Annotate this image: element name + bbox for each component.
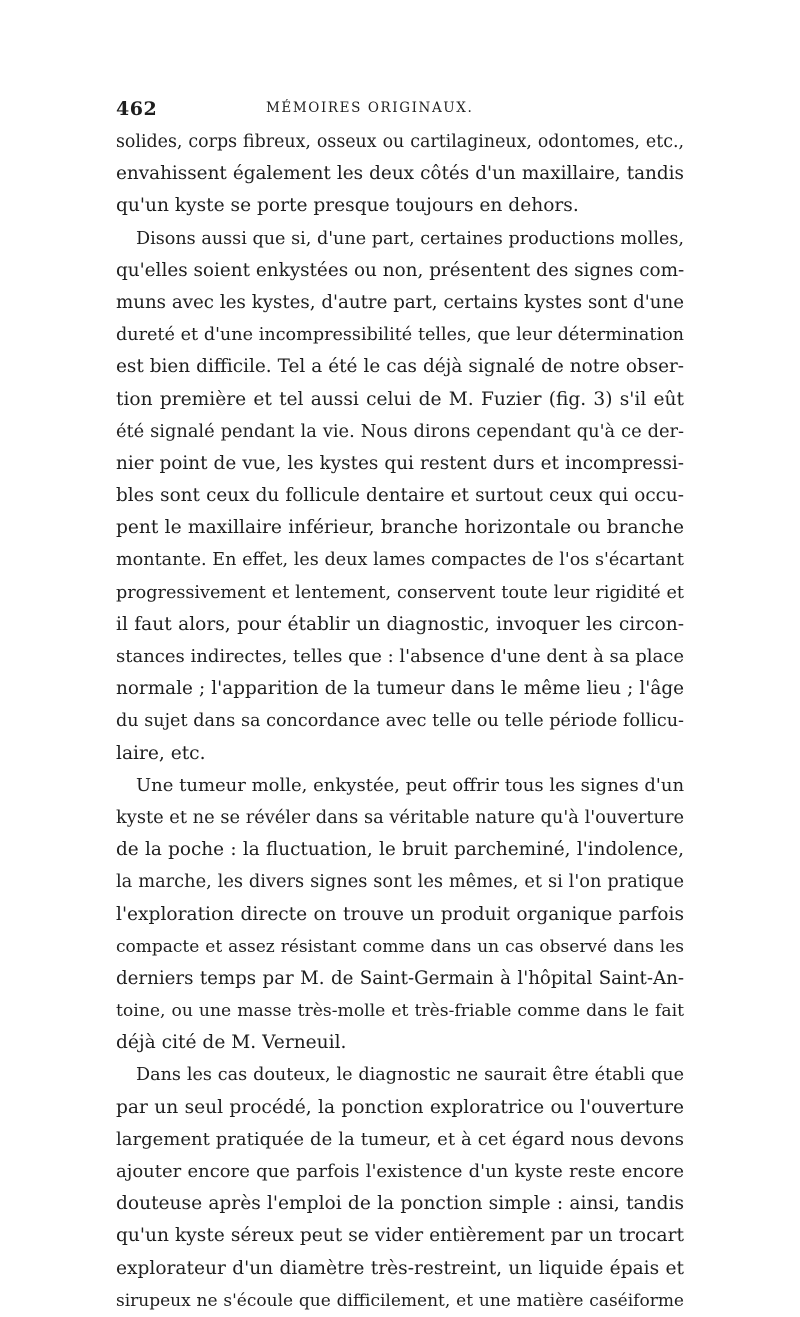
text-line: il faut alors, pour établir un diagnostic, invoquer les circon- (116, 613, 684, 635)
text-line: envahissent également les deux côtés d'un maxillaire, tandis (116, 163, 684, 185)
text-line: compacte et assez résistant comme dans un cas observé dans les (116, 936, 684, 957)
text-line: bles sont ceux du follicule dentaire et surtout ceux qui occu- (116, 485, 684, 507)
text-line: ajouter encore que parfois l'existence d'un kyste reste encore (116, 1161, 684, 1182)
text-line: du sujet dans sa concordance avec telle ou telle période follicu- (116, 711, 684, 732)
running-head-title: MÉMOIRES ORIGINAUX. (266, 100, 474, 116)
paragraph-first-line: Dans les cas douteux, le diagnostic ne saurait être établi que (136, 1065, 684, 1086)
text-line: largement pratiquée de la tumeur, et à cet égard nous devons (116, 1128, 684, 1150)
text-line: explorateur d'un diamètre très-restreint, un liquide épais et (116, 1257, 684, 1279)
running-head (116, 98, 684, 122)
text-line: sirupeux ne s'écoule que difficilement, et une matière caséiforme (116, 1290, 684, 1311)
text-line: tion première et tel aussi celui de M. Fuzier (fig. 3) s'il eût (116, 388, 684, 410)
text-line: normale ; l'apparition de la tumeur dans le même lieu ; l'âge (116, 678, 684, 700)
text-line: déjà cité de M. Verneuil. (116, 1032, 347, 1054)
text-line: stances indirectes, telles que : l'absence d'une dent à sa place (116, 646, 684, 667)
text-line: la marche, les divers signes sont les mêmes, et si l'on pratique (116, 871, 684, 893)
text-line: dureté et d'une incompressibilité telles, que leur détermination (116, 325, 684, 346)
text-line: laire, etc. (116, 742, 206, 764)
body-text (116, 126, 684, 1317)
text-line: montante. En effet, les deux lames compactes de l'os s'écartant (116, 550, 684, 571)
text-line: progressivement et lentement, conservent toute leur rigidité et (116, 582, 684, 603)
text-line: pent le maxillaire inférieur, branche horizontale ou branche (116, 517, 684, 539)
text-line: est bien difficile. Tel a été le cas déjà signalé de notre obser- (116, 356, 684, 378)
text-line: muns avec les kystes, d'autre part, certains kystes sont d'une (116, 291, 684, 313)
paragraph-first-line: Disons aussi que si, d'une part, certaines productions molles, (136, 228, 684, 249)
text-line: qu'un kyste se porte presque toujours en dehors. (116, 195, 579, 217)
text-line: solides, corps fibreux, osseux ou cartilagineux, odontomes, etc., (116, 132, 684, 152)
text-line: été signalé pendant la vie. Nous dirons cependant qu'à ce der- (116, 420, 684, 442)
text-line: l'exploration directe on trouve un produit organique parfois (116, 903, 684, 925)
text-line: kyste et ne se révéler dans sa véritable nature qu'à l'ouverture (116, 806, 684, 828)
text-line: par un seul procédé, la ponction exploratrice ou l'ouverture (116, 1096, 684, 1118)
text-line: de la poche : la fluctuation, le bruit parcheminé, l'indolence, (116, 839, 684, 861)
paragraph-first-line: Une tumeur molle, enkystée, peut offrir tous les signes d'un (136, 774, 684, 796)
text-line: qu'un kyste séreux peut se vider entièrement par un trocart (116, 1225, 684, 1247)
text-line: douteuse après l'emploi de la ponction simple : ainsi, tandis (116, 1193, 684, 1215)
page-number: 462 (116, 98, 158, 120)
text-line: qu'elles soient enkystées ou non, présentent des signes com- (116, 259, 684, 281)
text-line: toine, ou une masse très-molle et très-friable comme dans le fait (116, 1001, 684, 1022)
text-line: nier point de vue, les kystes qui restent durs et incompressi- (116, 452, 684, 474)
text-line: derniers temps par M. de Saint-Germain à l'hôpital Saint-An- (116, 967, 684, 989)
